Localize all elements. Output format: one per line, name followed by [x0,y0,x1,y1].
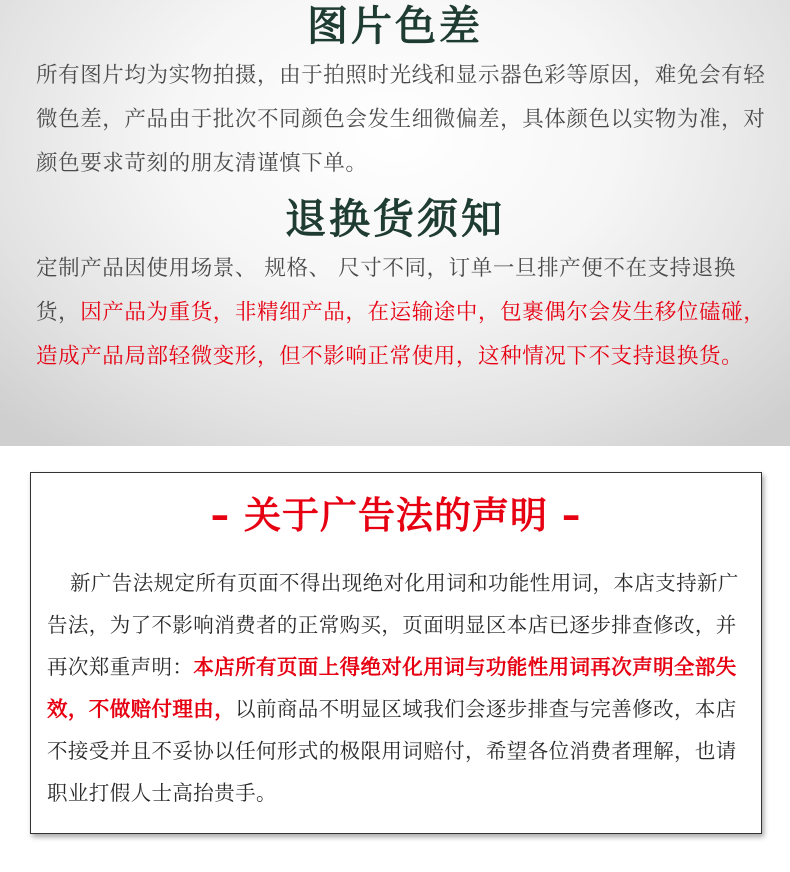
ad-law-notice-text [47,562,747,814]
ad-law-notice-plain-text-2: 以前商品不明显区域我们会逐步排查与完善修改，本店不接受并且不妥协以任何形式的极限用词赔付，希望各位消费者理解，也请职业打假人士高抬贵手。 [47,697,737,805]
ad-law-notice-emphasis-text: 本店所有页面上得绝对化用词与功能性用词再次声明全部失效，不做赔付理由， [47,655,737,721]
color-difference-text: 所有图片均为实物拍摄，由于拍照时光线和显示器色彩等原因，难免会有轻微色差，产品由于批次不同颜色会发生细微偏差，具体颜色以实物为准，对颜色要求苛刻的朋友清谨慎下单。 [36,63,766,176]
color-difference-heading: 图片色差 [307,2,483,50]
ad-law-notice-box [30,472,762,834]
ad-law-notice-plain-text-1: 新广告法规定所有页面不得出现绝对化用词和功能性用词，本店支持新广告法，为了不影响消费者的正常购买，页面明显区本店已逐步排查修改，并再次郑重声明： [47,571,739,679]
ad-law-notice-title: – 关于广告法的声明 – [210,494,582,537]
return-policy-emphasis-text: 因产品为重货，非精细产品，在运输途中，包裹偶尔会发生移位磕碰，造成产品局部轻微变形，但不影响正常使用，这种情况下不支持退换货。 [36,300,766,369]
return-policy-heading: 退换货须知 [285,195,505,243]
return-policy-plain-text: 定制产品因使用场景、 规格、 尺寸不同，订单一旦排产便不在支持退换货， [36,256,736,325]
return-policy-text [36,247,771,379]
